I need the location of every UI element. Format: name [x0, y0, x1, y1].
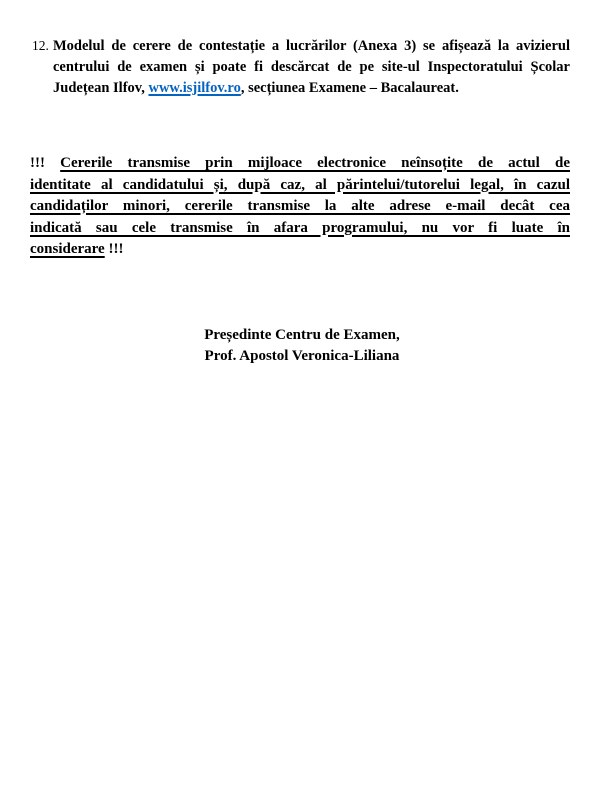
warning-line [30, 239, 570, 261]
signature-name: Prof. Apostol Veronica-Liliana [204, 348, 400, 364]
warning-underlined-text: candidaților minori, cererile transmise la alte adrese e-mail decât cea [30, 198, 570, 214]
text-after-link: , secțiunea Examene – Bacalaureat. [240, 79, 459, 96]
text-before-link: Județean Ilfov, [53, 79, 149, 96]
signature-block [0, 325, 604, 367]
paragraph-line: centrului de examen și poate fi descărcat de pe site-ul Inspectoratului Școlar [53, 58, 570, 75]
warning-paragraph [30, 153, 570, 261]
warning-line [30, 153, 570, 175]
warning-line [30, 196, 570, 218]
warning-underlined-text: considerare [30, 241, 105, 257]
isjilfov-link[interactable]: www.isjilfov.ro [148, 79, 241, 96]
paragraph-item-12 [32, 36, 570, 98]
exclamation-prefix: !!! [30, 155, 61, 171]
warning-underlined-text: Cererile transmise prin mijloace electronice neînsoțite de actul de [60, 155, 570, 171]
warning-underlined-text: identitate al candidatului și, după caz, al părintelui/tutorelui legal, în cazul [30, 176, 570, 193]
warning-line [30, 175, 570, 197]
paragraph-line [53, 78, 570, 99]
warning-underlined-text: indicată sau cele transmise în afara programului, nu vor fi luate în [30, 219, 570, 236]
warning-line [30, 218, 570, 240]
signature-title: Președinte Centru de Examen, [204, 327, 400, 343]
list-item-number: 12. [32, 38, 49, 53]
exclamation-suffix: !!! [104, 241, 124, 257]
paragraph-line: Modelul de cerere de contestație a lucrărilor (Anexa 3) se afișează la avizierul [53, 38, 570, 54]
